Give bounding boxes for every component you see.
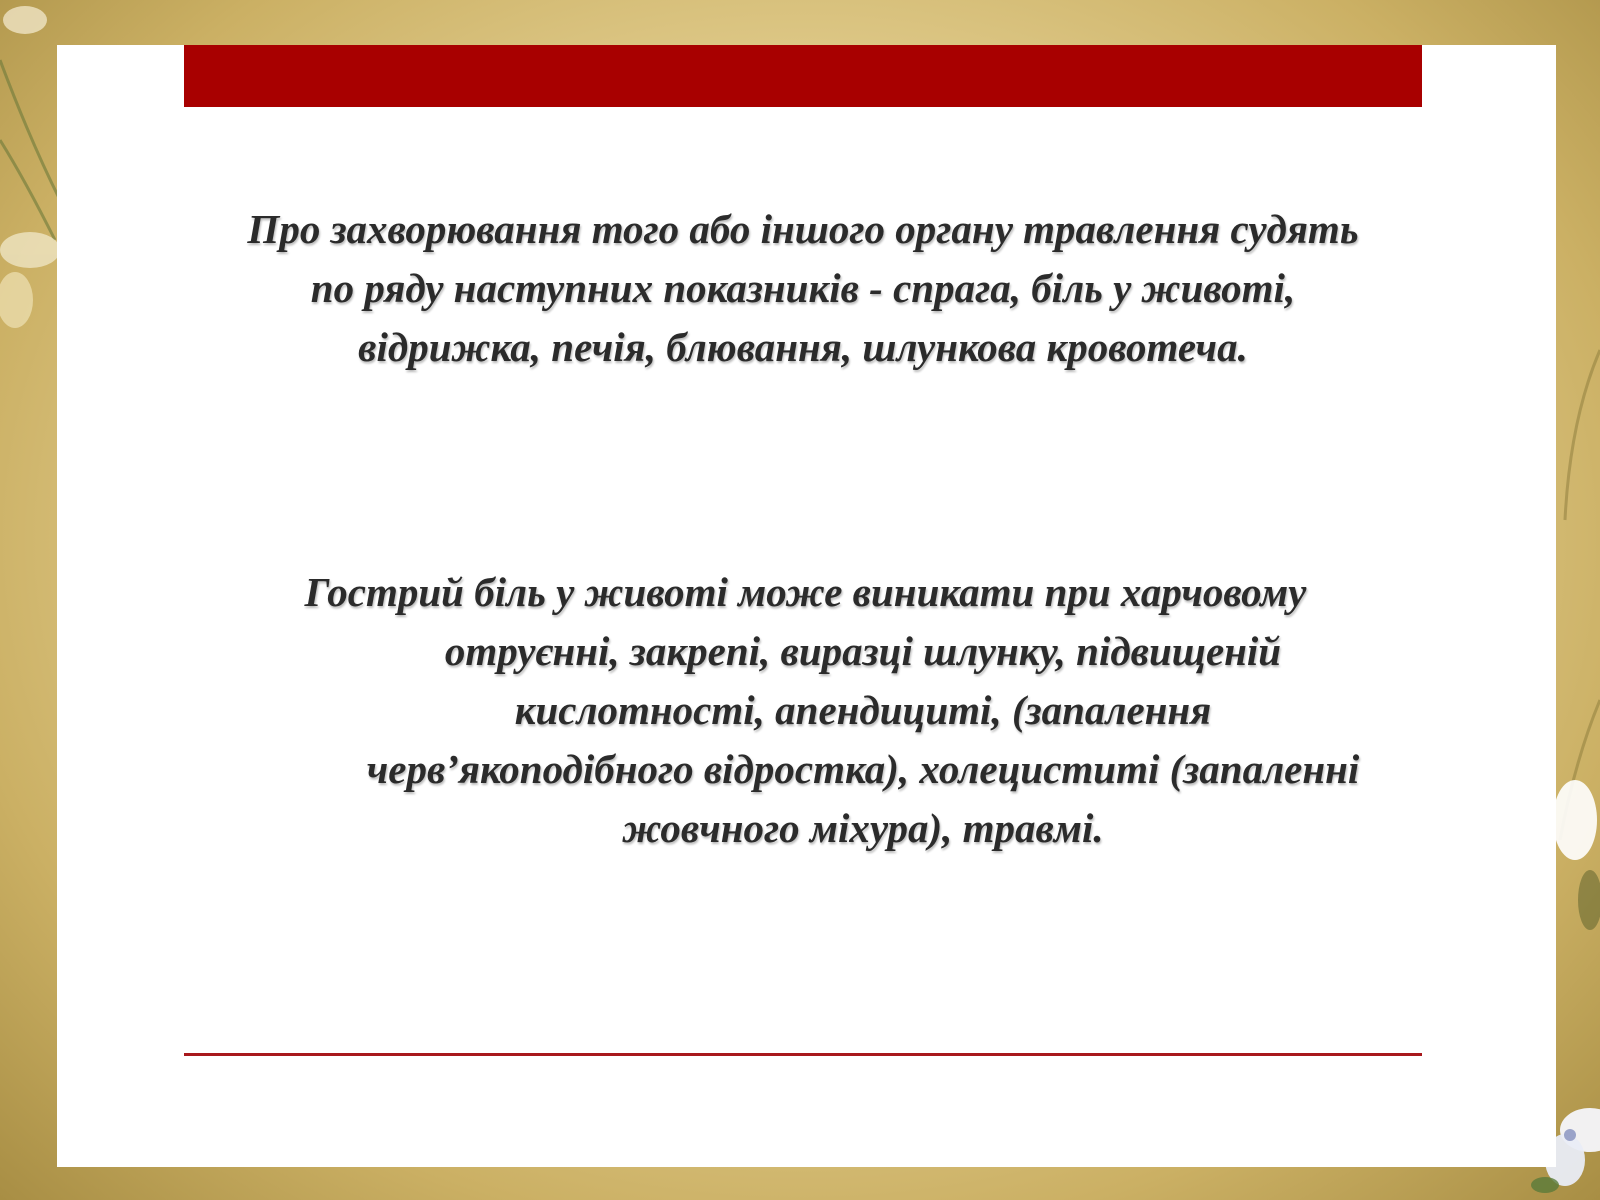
paragraph-symptoms: Про захворювання того або іншого органу травлення судять по ряду наступних показників - спрага, біль у животі, відрижка, печія, блювання, шлункова кровотеча. [247, 206, 1359, 370]
paragraph-acute-pain: Гострий біль у животі може виникати при харчовому отруєнні, закрепі, виразці шлунку, підвищеній кислотності, апендициті, (запалення черв’якоподібного відростка), холециститі (запаленні жовчного міхура), травмі. [304, 569, 1360, 851]
slide-panel [57, 45, 1556, 1167]
title-bar [184, 45, 1422, 107]
footer-divider [184, 1053, 1422, 1056]
